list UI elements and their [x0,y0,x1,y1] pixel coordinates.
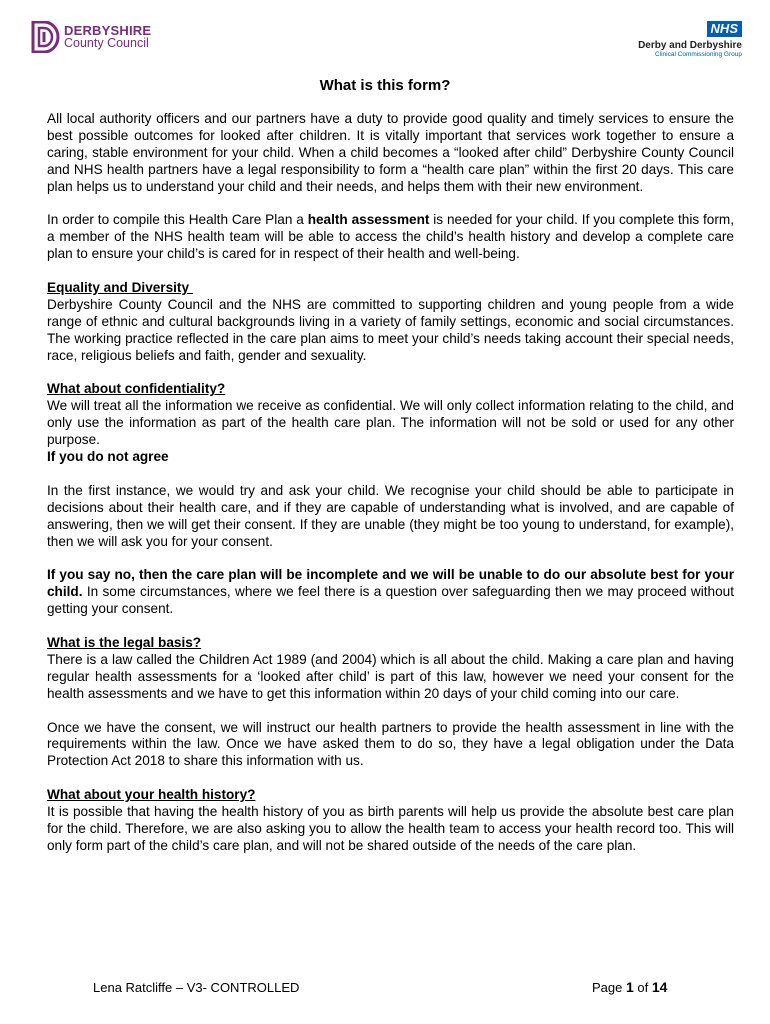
confidentiality-heading: What about confidentiality? [47,381,226,397]
intro-paragraph-1: All local authority officers and our partners have a duty to provide good quality and timely services to ensure the best possible outcomes for looked after children. It is vitally important that services work together to ensure a caring, stable environment for your child. When a child becomes a “looked after child” Derbyshire County Council and NHS health partners have a legal responsibility to form a “health care plan” within the first 20 days. This care plan helps us to understand your child and their needs, and helps them with their new environment. [47,111,734,194]
equality-heading: Equality and Diversity [47,280,193,296]
intro-p2-text-a: In order to compile this Health Care Plan a [47,212,308,228]
derbyshire-county-council-logo [31,21,151,53]
dcc-logo-line2: County Council [64,36,149,50]
intro-paragraph-2 [47,212,734,263]
nhs-org-subtitle: Clinical Commissioning Group [654,51,742,58]
not-agree-heading: If you do not agree [47,449,169,465]
footer-author-version: Lena Ratcliffe – V3- CONTROLLED [93,980,300,995]
document-body [47,111,734,855]
say-no-paragraph [47,567,734,618]
legal-text: There is a law called the Children Act 1989 (and 2004) which is all about the child. Making a care plan and having regular health assessments for a ‘looked after child’ is part of this law, however we need your consent for the health assessments and we have to get this information within 20 days of your child coming into our care. [47,651,734,701]
equality-text: Derbyshire County Council and the NHS are committed to supporting children and young people from a wide range of ethnic and cultural backgrounds living in a variety of family settings, economic and social circumstances. The working practice reflected in the care plan aims to meet your child’s needs taking account their special needs, race, religious beliefs and faith, gender and sexuality. [47,296,734,363]
intro-p2-text-b: is needed for your child. If you complete this form, a member of the NHS health team will be able to access the child’s health history and develop a complete care plan to ensure your child’s is cared for in respect of their health and well-being. [47,212,734,262]
say-no-text: In some circumstances, where we feel there is a question over safeguarding then we may proceed without getting your consent. [47,584,734,617]
health-history-text: It is possible that having the health history of you as birth parents will help us provide the absolute best care plan for the child. Therefore, we are also asking you to allow the health team to access your health record too. This will only form part of the child’s care plan, and will not be shared outside of the needs of the care plan. [47,804,734,853]
page-word: Page [592,980,626,995]
dcc-logo-line1: DERBYSHIRE [64,23,152,38]
not-agree-text: In the first instance, we would try and ask your child. We recognise your child should be able to participate in decisions about their health care, and if they are capable of understanding what is involved, and are capable of answering, then we will get their consent. If they are unable (they might be too young to understand, for example), then we will ask you for your consent. [47,482,734,549]
page-total: 14 [651,979,668,995]
of-word: of [633,980,652,995]
dcc-d-mark-icon [31,21,61,53]
say-no-bold: If you say no, then the care plan will be incomplete and we will be unable to do our absolute best for your child. [47,567,734,600]
nhs-badge: NHS [707,21,742,37]
page-title: What is this form? [319,77,451,94]
footer-page-number [592,979,667,995]
nhs-org-name: Derby and Derbyshire [638,40,742,51]
dcc-logo-text [64,25,151,49]
health-assessment-emphasis: health assessment [307,212,430,228]
nhs-ccg-logo [638,20,742,59]
page-current: 1 [625,979,634,995]
confidentiality-text: We will treat all the information we receive as confidential. We will only collect information relating to the child, and only use the information as part of the health care plan. The information will not be sold or used for any other purpose. [47,398,734,448]
legal-heading: What is the legal basis? [47,635,202,650]
health-history-heading: What about your health history? [47,787,256,803]
legal-text-2: Once we have the consent, we will instruct our health partners to provide the health assessment in line with the requirements within the law. Once we have asked them to do so, they have a legal obligation under the Data Protection Act 2018 to share this information with us. [47,719,734,769]
